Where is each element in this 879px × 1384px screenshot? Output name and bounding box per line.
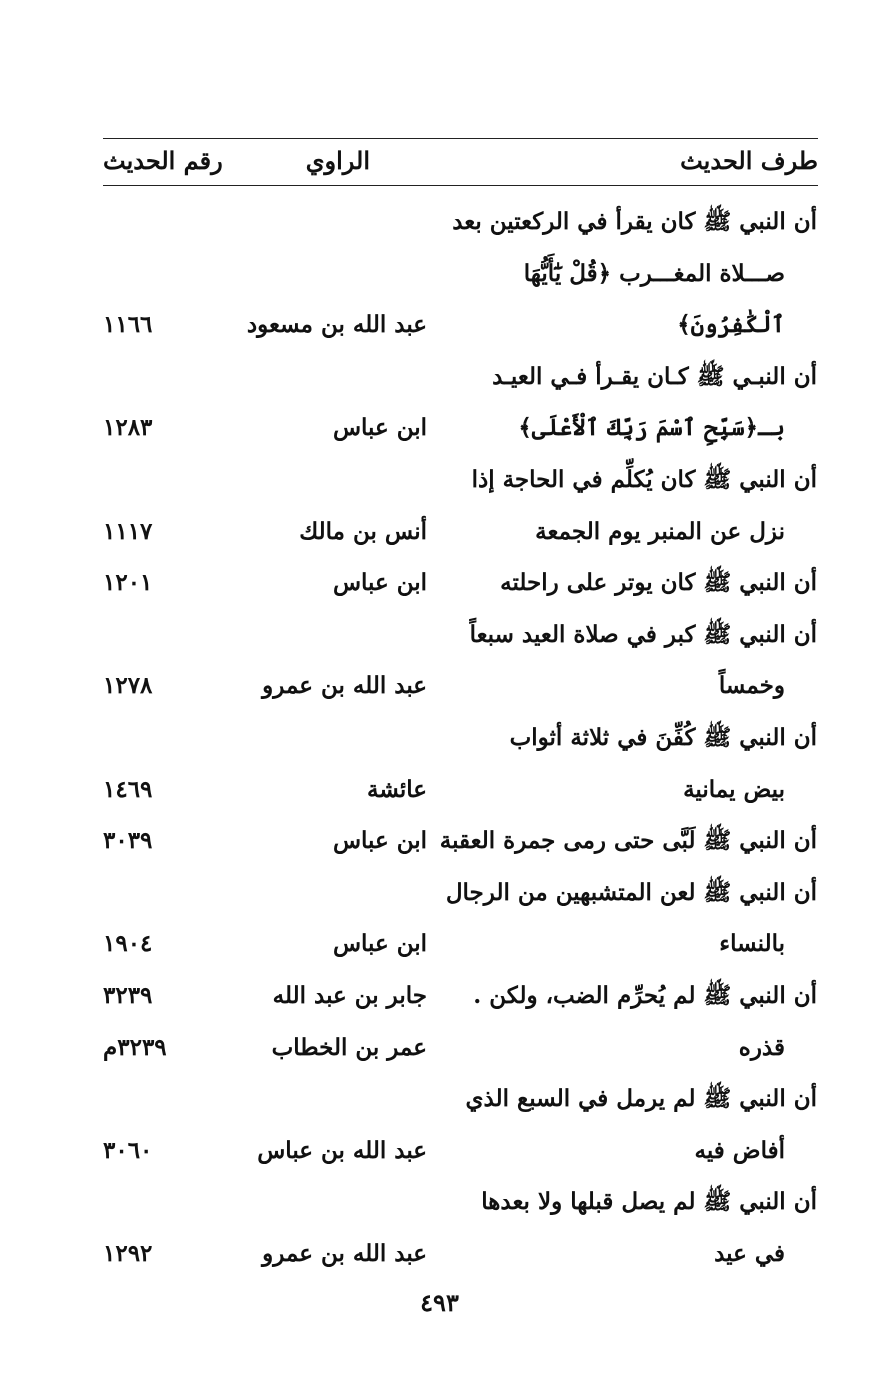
hadith-number: ١٩٠٤: [103, 930, 153, 957]
table-header: [103, 138, 818, 186]
narrator: ابن عباس: [332, 569, 427, 596]
hadith-number: ١٢٧٨: [103, 672, 153, 699]
hadith-number: ١٢٨٣: [103, 414, 153, 441]
hadith-text-line: أن النبي ﷺ لَبَّى حتى رمى جمرة العقبة: [439, 827, 817, 854]
hadith-text-line: أن النبـي ﷺ كـان يقـرأ فـي العيـد: [492, 363, 817, 390]
page-number: ٤٩٣: [420, 1288, 459, 1317]
narrator: عبد الله بن عباس: [257, 1137, 427, 1164]
hadith-text-line: بيض يمانية: [683, 776, 785, 803]
hadith-text-line: أن النبي ﷺ كبر في صلاة العيد سبعاً: [469, 621, 817, 648]
hadith-number: ٣٠٣٩: [103, 827, 153, 854]
hadith-text-line: أن النبي ﷺ كان يوتر على راحلته: [500, 569, 817, 596]
narrator: ابن عباس: [332, 827, 427, 854]
narrator: عائشة: [367, 776, 427, 803]
hadith-number: ٣٢٣٩: [103, 982, 153, 1009]
hadith-text-line: أن النبي ﷺ لعن المتشبهين من الرجال: [445, 879, 817, 906]
narrator: ابن عباس: [332, 414, 427, 441]
hadith-text-line: نزل عن المنبر يوم الجمعة: [535, 518, 785, 545]
hadith-text-line: في عيد: [714, 1240, 785, 1267]
hadith-text-line: صـــلاة المغـــرب ﴿قُلْ يَٰٓأَيُّهَا: [523, 260, 785, 287]
header-hadith-number: رقم الحديث: [103, 146, 223, 175]
hadith-text-line: أن النبي ﷺ لم يُحرِّم الضب، ولكن .: [473, 982, 817, 1009]
hadith-text-line: وخمساً: [718, 672, 785, 699]
hadith-text-line: أن النبي ﷺ كان يقرأ في الركعتين بعد: [452, 208, 817, 235]
narrator: عبد الله بن عمرو: [262, 672, 427, 699]
hadith-text-line: أن النبي ﷺ لم يصل قبلها ولا بعدها: [481, 1188, 817, 1215]
hadith-number: ١١٦٦: [103, 311, 153, 338]
header-narrator: الراوي: [305, 146, 370, 175]
hadith-number: ٣٢٣٩م: [103, 1034, 167, 1061]
hadith-text-line: أن النبي ﷺ لم يرمل في السبع الذي: [465, 1085, 817, 1112]
narrator: أنس بن مالك: [299, 518, 427, 545]
hadith-text-line: قذره: [738, 1034, 785, 1061]
narrator: جابر بن عبد الله: [272, 982, 427, 1009]
hadith-text-line: أن النبي ﷺ كان يُكلِّم في الحاجة إذا: [471, 466, 817, 493]
hadith-number: ٣٠٦٠: [103, 1137, 153, 1164]
hadith-text-line: ٱلْكَٰفِرُونَ﴾: [677, 311, 785, 338]
hadith-text-line: أفاض فيه: [694, 1137, 785, 1164]
hadith-text-line: بـ﴿سَبِّحِ ٱسْمَ رَبِّكَ ٱلْأَعْلَى﴾: [518, 414, 785, 441]
hadith-number: ١٢٠١: [103, 569, 153, 596]
hadith-text-line: بالنساء: [719, 930, 785, 957]
narrator: ابن عباس: [332, 930, 427, 957]
hadith-number: ١٤٦٩: [103, 776, 153, 803]
header-hadith-text: طرف الحديث: [680, 146, 818, 175]
hadith-number: ١١١٧: [103, 518, 153, 545]
narrator: عبد الله بن عمرو: [262, 1240, 427, 1267]
narrator: عمر بن الخطاب: [271, 1034, 427, 1061]
hadith-number: ١٢٩٢: [103, 1240, 153, 1267]
hadith-text-line: أن النبي ﷺ كُفِّنَ في ثلاثة أثواب: [509, 724, 817, 751]
narrator: عبد الله بن مسعود: [246, 311, 427, 338]
